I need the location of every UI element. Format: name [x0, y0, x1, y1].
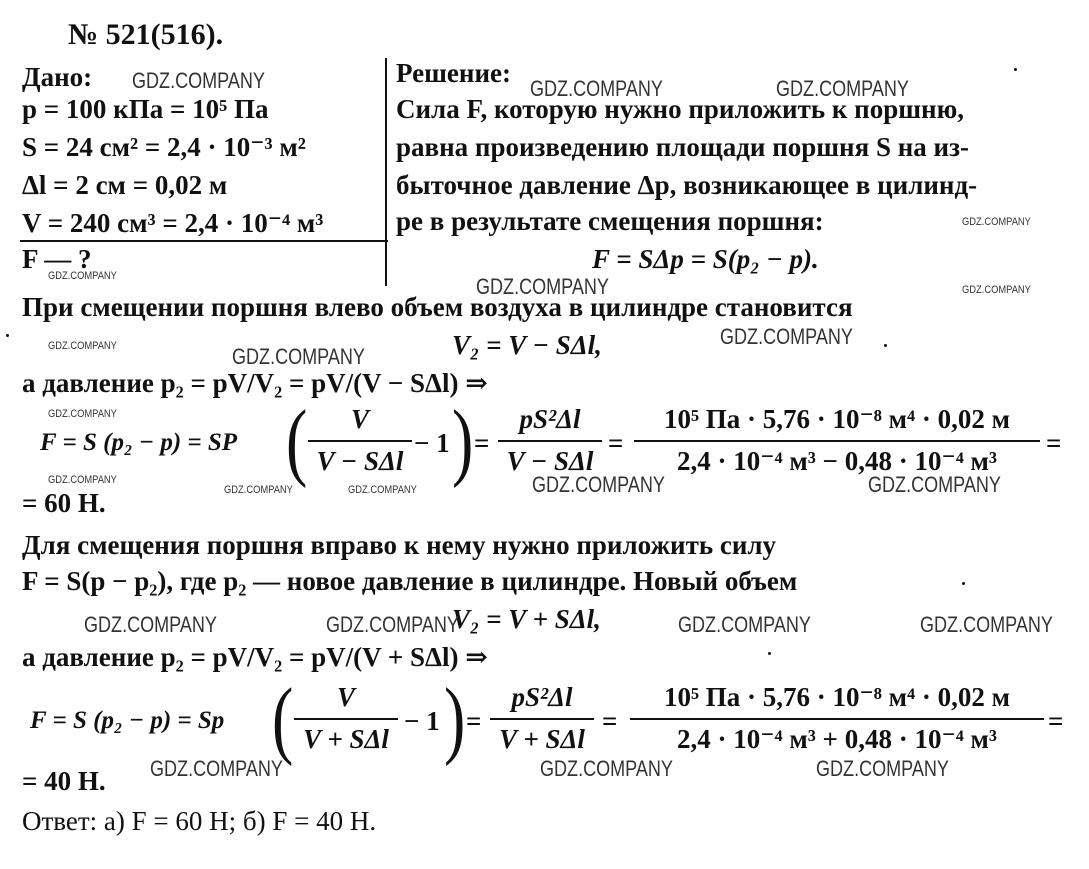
part-a-frac3-den: 2,4 · 10⁻⁴ м³ − 0,48 · 10⁻⁴ м³: [676, 446, 998, 476]
part-b-minus-one: − 1: [404, 706, 440, 736]
problem-number: № 521(516).: [68, 18, 224, 51]
part-b-frac3-bar: [630, 718, 1044, 720]
watermark: GDZ.COMPANY: [962, 216, 1031, 228]
part-a-force-lhs: F = S (p₂ − p) = SP: [40, 429, 238, 456]
watermark: GDZ.COMPANY: [150, 756, 283, 781]
watermark: GDZ.COMPANY: [540, 756, 673, 781]
part-a-v2-formula: V₂ = V − SΔl,: [452, 330, 602, 360]
part-a-frac2-den: V − SΔl: [506, 446, 594, 476]
part-b-frac1-den: V + SΔl: [303, 724, 389, 754]
watermark: GDZ.COMPANY: [868, 472, 1001, 497]
given-find: F — ?: [22, 244, 92, 274]
part-b-frac1-num: V: [336, 682, 355, 712]
watermark: GDZ.COMPANY: [678, 612, 811, 637]
part-b-v2-formula: V₂ = V + SΔl,: [452, 604, 601, 634]
given-line-area: S = 24 см² = 2,4 · 10⁻³ м²: [22, 132, 306, 162]
part-a-text-2: а давление p₂ = pV/V₂ = pV/(V − SΔl) ⇒: [22, 368, 488, 398]
watermark: GDZ.COMPANY: [348, 484, 417, 496]
part-a-frac1-den: V − SΔl: [316, 446, 404, 476]
part-b-eq-1: =: [466, 706, 482, 736]
watermark: GDZ.COMPANY: [532, 472, 665, 497]
given-line-pressure: p = 100 кПа = 10⁵ Па: [22, 94, 269, 124]
watermark: GDZ.COMPANY: [962, 284, 1031, 296]
watermark: GDZ.COMPANY: [232, 344, 365, 369]
watermark: GDZ.COMPANY: [816, 756, 949, 781]
part-b-eq-3: =: [1048, 706, 1064, 736]
solution-line-2: равна произведению площади поршня S на из-: [396, 132, 969, 162]
part-a-frac1-num: V: [350, 404, 369, 434]
watermark: GDZ.COMPANY: [48, 340, 117, 352]
given-line-volume: V = 240 см³ = 2,4 · 10⁻⁴ м³: [22, 208, 324, 238]
watermark: GDZ.COMPANY: [476, 274, 609, 299]
scan-speck: [962, 582, 965, 585]
watermark: GDZ.COMPANY: [530, 76, 663, 101]
part-b-text-1: Для смещения поршня вправо к нему нужно приложить силу: [22, 530, 777, 560]
part-b-frac3-num: 10⁵ Па · 5,76 · 10⁻⁸ м⁴ · 0,02 м: [663, 682, 1011, 712]
part-a-minus-one: − 1: [414, 428, 450, 458]
part-b-frac2-bar: [490, 718, 594, 720]
solution-formula: F = SΔp = S(p₂ − p).: [592, 244, 819, 274]
part-b-frac2-den: V + SΔl: [499, 724, 585, 754]
part-a-frac3-num: 10⁵ Па · 5,76 · 10⁻⁸ м⁴ · 0,02 м: [663, 404, 1011, 434]
part-b-right-paren: ): [444, 670, 466, 767]
scan-speck: [1014, 68, 1017, 71]
solution-line-4: ре в результате смещения поршня:: [396, 206, 824, 236]
part-b-eq-2: =: [602, 706, 618, 736]
part-a-right-paren: ): [452, 392, 474, 489]
watermark: GDZ.COMPANY: [48, 474, 117, 486]
part-b-result: = 40 Н.: [22, 766, 106, 796]
watermark: GDZ.COMPANY: [132, 68, 265, 93]
given-divider: [20, 240, 388, 242]
answer-line: Ответ: а) F = 60 Н; б) F = 40 Н.: [22, 806, 377, 836]
part-a-result: = 60 Н.: [22, 488, 106, 518]
watermark: GDZ.COMPANY: [224, 484, 293, 496]
part-b-frac1-bar: [294, 718, 398, 720]
scan-speck: [884, 344, 887, 347]
watermark: GDZ.COMPANY: [48, 270, 117, 282]
watermark: GDZ.COMPANY: [776, 76, 909, 101]
watermark: GDZ.COMPANY: [720, 324, 853, 349]
part-b-force-lhs: F = S (p₂ − p) = Sp: [30, 707, 225, 734]
scan-speck: [768, 652, 771, 655]
part-a-eq-1: =: [474, 428, 490, 458]
part-a-eq-3: =: [1046, 428, 1062, 458]
part-a-frac3-bar: [634, 440, 1040, 442]
part-a-eq-2: =: [608, 428, 624, 458]
part-b-text-3: а давление p₂ = pV/V₂ = pV/(V + SΔl) ⇒: [22, 642, 488, 672]
scan-speck: [6, 334, 9, 337]
part-a-text-1: При смещении поршня влево объем воздуха в цилиндре становится: [22, 292, 853, 322]
part-b-frac2-num: pS²Δl: [511, 682, 573, 712]
solution-label: Решение:: [396, 58, 511, 88]
solution-line-3: быточное давление Δp, возникающее в цилинд-: [396, 170, 978, 200]
part-b-text-2: F = S(p − p₂), где p₂ — новое давление в цилиндре. Новый объем: [22, 566, 798, 596]
part-b-left-paren: (: [272, 670, 294, 767]
part-a-frac2-num: pS²Δl: [519, 404, 581, 434]
given-line-displacement: Δl = 2 см = 0,02 м: [22, 170, 228, 200]
watermark: GDZ.COMPANY: [84, 612, 217, 637]
part-a-frac1-bar: [308, 440, 412, 442]
part-b-frac3-den: 2,4 · 10⁻⁴ м³ + 0,48 · 10⁻⁴ м³: [676, 724, 998, 754]
solution-line-1: Сила F, которую нужно приложить к поршню,: [396, 94, 964, 124]
part-a-left-paren: (: [286, 392, 308, 489]
watermark: GDZ.COMPANY: [48, 408, 117, 420]
watermark: GDZ.COMPANY: [920, 612, 1053, 637]
given-label: Дано:: [22, 62, 93, 92]
watermark: GDZ.COMPANY: [326, 612, 459, 637]
part-a-frac2-bar: [498, 440, 602, 442]
given-solution-separator: [385, 58, 387, 286]
